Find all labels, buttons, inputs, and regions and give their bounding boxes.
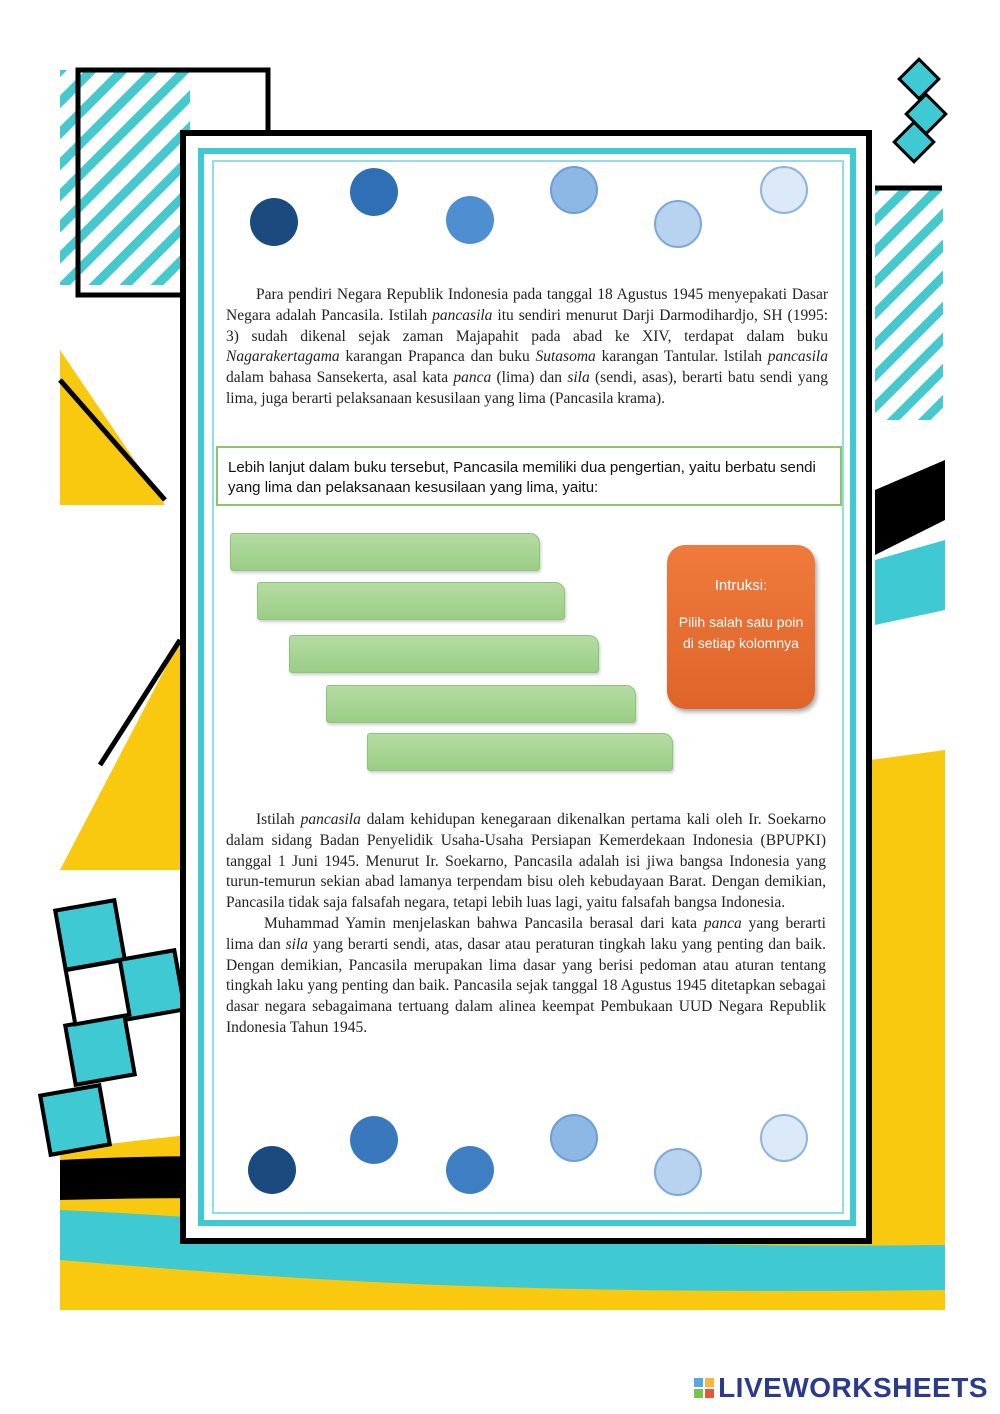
instruction-body: Pilih salah satu poin di setiap kolomnya [678,614,804,651]
answer-box-5[interactable] [367,733,673,771]
answer-box-1[interactable] [230,533,540,571]
decorative-dot [550,1114,598,1162]
logo-text: LIVEWORKSHEETS [718,1372,988,1403]
decorative-dot [760,1114,808,1162]
decorative-dot [654,1148,702,1196]
logo-icon [694,1378,714,1398]
decorative-dot [446,1146,494,1194]
instruction-title: Intruksi: [714,577,768,594]
callout-box [216,446,842,506]
decorative-dot [446,196,494,244]
decorative-dot [550,166,598,214]
decorative-dot [248,1146,296,1194]
decorative-dot [654,200,702,248]
instruction-box [667,545,815,709]
answer-box-2[interactable] [257,582,565,620]
decorative-dot [350,168,398,216]
decorative-dot [250,198,298,246]
liveworksheets-logo [694,1372,988,1404]
history-paragraphs: Istilah pancasila dalam kehidupan kenegaraan dikenalkan pertama kali oleh Ir. Soekarno dalam sidang Badan Penyelidik Usaha-Usaha Persiapan Kemerdekaan Indonesia (BPUPKI) tanggal 1 Juni 1945. Menurut Ir. Soekarno, Pancasila adalah isi jiwa bangsa Indonesia yang turun-temurun sekian abad lamanya terpendam bisu oleh kebudayaan Barat. Dengan demikian, Pancasila tidak saja falsafah negara, tetapi lebih luas lagi, yaitu falsafah bangsa Indonesia. Muhammad Yamin menjelaskan bahwa Pancasila berasal dari kata panca yang berarti lima dan sila yang berarti sendi, atas, dasar atau peraturan tingkah laku yang penting dan baik. Dengan demikian, Pancasila merupakan lima dasar yang berisi pedoman atau aturan tentang tingkah laku yang penting dan baik. Pancasila sejak tanggal 18 Agustus 1945 ditetapkan sebagai dasar negara sebagaimana tertuang dalam alinea keempat Pembukaan UUD Negara Republik Indonesia Tahun 1945. [226,811,827,1036]
decorative-dot [760,166,808,214]
intro-paragraph: Para pendiri Negara Republik Indonesia pada tanggal 18 Agustus 1945 menyepakati Dasar Negara adalah Pancasila. Istilah pancasila itu sendiri menurut Darji Darmodihardjo, SH (1995: 3) sudah dikenal sejak zaman Majapahit pada abad ke XIV, terdapat dalam buku Nagarakertagama karangan Prapanca dan buku Sutasoma karangan Tantular. lstilah pancasila dalam bahasa Sansekerta, asal kata panca (lima) dan sila (sendi, asas), berarti batu sendi yang lima, juga berarti pelaksanaan kesusilaan yang lima (Pancasila krama). [226,286,829,407]
answer-box-4[interactable] [326,685,636,723]
answer-box-3[interactable] [289,635,599,673]
decorative-dot [350,1116,398,1164]
callout-text: Lebih lanjut dalam buku tersebut, Pancasila memiliki dua pengertian, yaitu berbatu sendi yang lima dan pelaksanaan kesusilaan yang lima, yaitu: [228,459,816,496]
